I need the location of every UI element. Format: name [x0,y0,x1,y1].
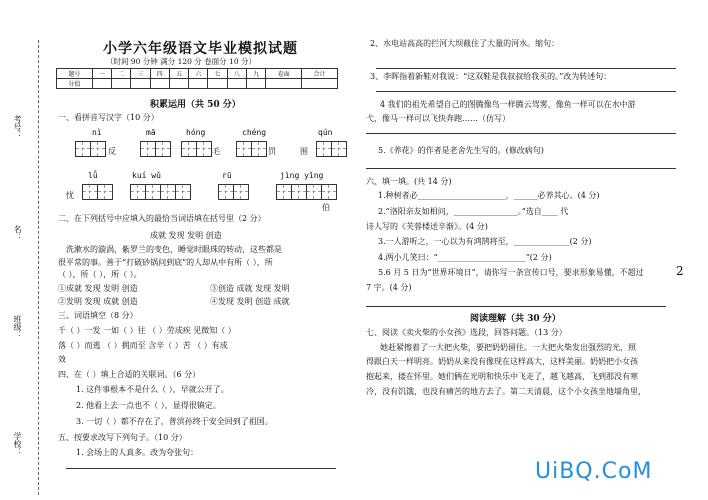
school-label: 学校： [13,432,22,456]
section-heading-accumulation: 积累运用（共 50 分） [150,100,241,110]
given-char: 忧 [66,191,74,200]
passage-line: 抱起来，搂在怀里。她们俩在光明和快乐中飞走了，越飞越高，飞到那没有寒 [366,372,638,381]
score-cell[interactable] [208,79,227,89]
pinyin: qún [318,128,333,137]
table-cell: 四 [150,69,169,79]
char-box[interactable] [145,184,161,200]
question-7: 七、阅读《卖火柴的小女孩》选段，回答问题。（13 分） [366,328,567,337]
option-3[interactable]: ③创造 成就 发现 发明 [210,284,290,293]
given-char: 反 [108,147,116,156]
passage-line: 很平常的事。善于“打破砂锅问到底”的人却从中有所（ ），所 [58,258,273,267]
table-cell: 分值 [57,79,93,89]
pinyin: jìng yǐng [280,171,324,180]
char-box[interactable] [291,184,307,200]
score-cell[interactable] [227,79,246,89]
table-cell: 七 [208,69,227,79]
table-cell: 三 [131,69,150,79]
char-box[interactable] [130,184,146,200]
char-box[interactable] [90,141,106,157]
pinyin: rū [222,171,232,180]
passage-line: （ ），所（ ），所（ ）。 [58,270,142,279]
char-box[interactable] [218,184,234,200]
question-3: 三、词语填空（8 分） [58,311,138,320]
q4-item-1: 1. 这件事根本不是什么（ ），早就公开了。 [76,385,229,394]
char-box[interactable] [276,184,292,200]
section-heading-reading: 阅读理解（共 30 分） [470,314,561,324]
q6-item-5: 5.6 月 5 日为“世界环境日”，请你写一条宣传口号，要求形象易懂，不超过 [378,268,644,277]
fill-line: 落（ ）而逃 （ ）拥而至 含辛（ ）苦 （ ）有成 [58,341,228,350]
word-choices: 成就 发现 发明 创造 [150,231,222,240]
q6-item-3: 3.一人游听之，一心以为有鸿鹄将至，______________(2 分) [378,237,592,246]
char-box[interactable] [306,184,322,200]
fill-line: 效 [58,355,66,364]
char-box[interactable] [331,141,347,157]
given-char: 伯 [322,203,330,212]
score-table-row [57,79,338,89]
pinyin: nì [92,128,102,137]
score-cell[interactable] [189,79,208,89]
name-label: 名： [13,225,22,241]
table-cell: 一 [92,69,111,79]
char-box[interactable] [316,141,332,157]
passage-line: 洗漱水的漩涡，紫罗兰的变色，睡觉时眼珠的转动，这些都是 [66,245,282,254]
q6-item-4: 4.两小儿笑曰：“______________________”(2 分) [378,253,552,262]
answer-line[interactable] [366,133,676,134]
q4-item-2: 2. 他看上去一点也不（ ），显得很镇定。 [76,401,221,410]
table-cell: 八 [227,69,246,79]
char-box[interactable] [155,141,171,157]
option-4[interactable]: ④发现 发明 创造 成就 [210,297,290,306]
char-box[interactable] [251,141,267,157]
page-number: 2 [676,264,684,278]
option-2[interactable]: ②发明 发现 成就 创造 [58,297,138,306]
question-1: 一、看拼音写汉字（10 分） [58,113,159,122]
table-cell: 五 [169,69,188,79]
fill-line: 千（ ）一发 一如（ ）往 （ ）劳成疾 见微知（ ） [58,326,236,335]
char-box[interactable] [321,184,337,200]
passage-line: 冷，没有饥饿，也没有痛苦的地方去了。第二天清晨，这个小女孩坐地墙角里， [366,387,646,396]
answer-line[interactable] [376,68,676,69]
score-cell[interactable] [266,79,302,89]
question-2: 二、在下列括号中应填入的最恰当词语填在括号里（2 分） [58,214,266,223]
char-box[interactable] [82,184,98,200]
answer-line[interactable] [376,91,676,92]
question-4: 四、在（ ）填上合适的关联词。（6 分） [58,370,201,379]
question-r2: 2、水电站高高的拦河大坝截住了大量的河水。缩句： [370,39,560,48]
char-box[interactable] [236,141,252,157]
answer-line[interactable] [366,306,666,307]
page-title: 小学六年级语文毕业模拟试题 [103,41,298,57]
char-box[interactable] [233,184,249,200]
given-char: 罚 [268,147,276,156]
question-r5: 5.《养花》的作者是老舍先生写的。(修改病句) [378,146,544,155]
score-cell[interactable] [150,79,169,89]
score-cell[interactable] [247,79,266,89]
exam-no-label: 考号： [13,115,22,139]
score-cell[interactable] [131,79,150,89]
char-box[interactable] [160,184,176,200]
table-cell: 题号 [57,69,93,79]
score-cell[interactable] [92,79,111,89]
score-cell[interactable] [302,79,338,89]
question-5: 五、按要求改写下列句子。（10 分） [58,433,187,442]
table-cell: 卷面 [266,69,302,79]
q4-item-3: 3. 一切（ ）都不存在了，普滨孙终于安全回到了祖国。 [76,417,273,426]
char-box[interactable] [75,141,91,157]
char-box[interactable] [181,141,197,157]
exam-info: （时间 90 分钟 满分 120 分 卷面分 10 分） [106,57,256,66]
q6-item-2: 2.“洛阳亲友如相问，________________。”选自____ 代 [378,207,569,216]
pinyin: lǚ [88,171,98,180]
question-6: 六、填一填。(共 14 分) [366,177,452,186]
pinyin: mā [146,128,156,137]
q6-item-5-cont: 7 字。(4 分) [366,283,412,292]
question-r3: 3、李晖指着新鞋对我说：“这双鞋是我叔叔给我买的。”改为转述句： [370,72,612,81]
char-box[interactable] [97,184,113,200]
score-table [56,68,338,89]
table-cell: 合计 [302,69,338,79]
option-1[interactable]: ①成就 发现 发明 创造 [58,284,138,293]
passage-line: 得跟白天一样明亮。奶奶从来没有像现在这样高大，这样美丽。奶奶把小女孩 [366,357,638,366]
q6-item-2-cont: 诗人写的《芙蓉楼送辛渐》。(4 分) [366,222,488,231]
site-watermark: UiBQ.CoM [535,459,653,484]
binding-line [38,40,39,495]
given-char: 围 [300,147,308,156]
table-cell: 二 [112,69,131,79]
table-cell: 九 [247,69,266,79]
question-r4: 4 我们的祖先希望自己的图腾像鸟一样腾云驾雾，像鱼一样可以在水中游 [380,100,636,109]
pinyin: kuí wǔ [132,171,161,180]
char-box[interactable] [140,141,156,157]
char-box[interactable] [196,141,212,157]
q6-item-1: 1.种树者必______________________，______必养其心。(4 分) [378,191,600,200]
q5-item-1: 1. 会场上的人真多。改为夸张句： [76,448,199,457]
class-label: 班级： [13,315,22,339]
char-box[interactable] [175,184,191,200]
pinyin: hóng [186,128,206,137]
question-r4-cont: 弋，像马一样可以飞快奔跑……（仿写） [366,114,510,123]
given-char: 毛 [212,147,220,156]
passage-line: 她赶紧擦着了一大把火柴，要把奶奶留住。一大把火柴发出强烈的光，照 [380,343,636,352]
score-cell[interactable] [112,79,131,89]
pinyin: chéng [242,128,267,137]
answer-line[interactable] [366,168,676,169]
answer-line[interactable] [66,468,336,469]
score-table-header [57,69,338,79]
score-cell[interactable] [169,79,188,89]
table-cell: 六 [189,69,208,79]
